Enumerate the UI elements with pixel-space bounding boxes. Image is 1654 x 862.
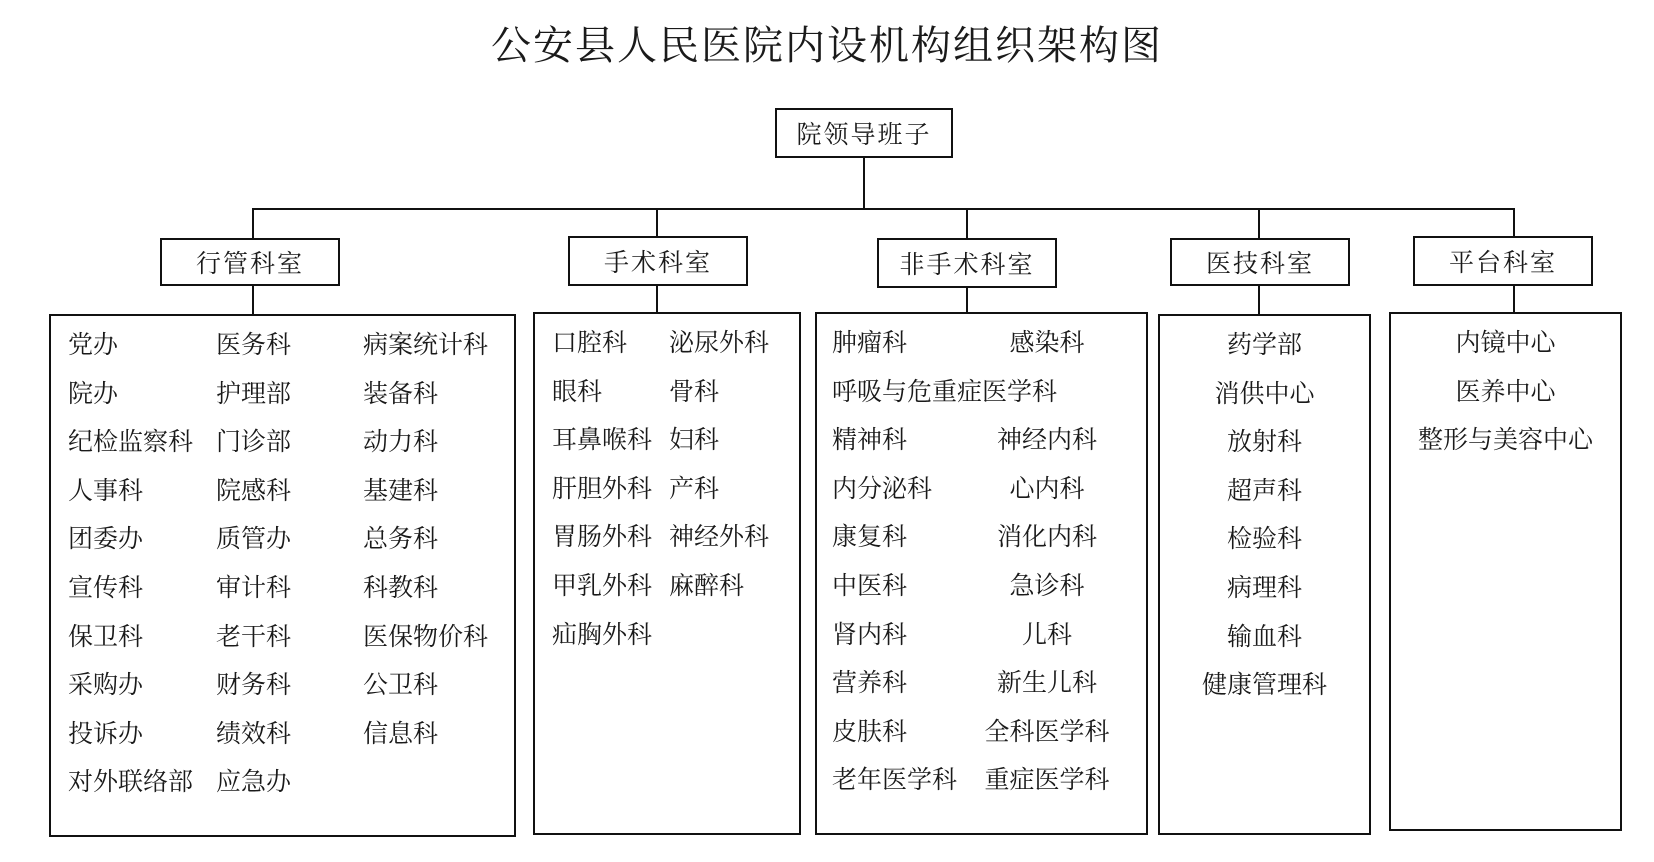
- department-item: 采购办: [68, 670, 144, 700]
- department-item: 科教科: [363, 573, 439, 602]
- department-item: 医养中心: [1455, 376, 1556, 406]
- department-item: 护理部: [216, 378, 292, 408]
- department-item: 内分泌科: [832, 473, 933, 503]
- root-node-leadership: [775, 108, 953, 158]
- department-item: 审计科: [216, 573, 292, 602]
- department-item: 总务科: [363, 524, 439, 554]
- department-item: 医保物价科: [363, 621, 489, 651]
- department-item: 纪检监察科: [68, 427, 194, 457]
- department-item: 病案统计科: [363, 330, 489, 359]
- department-item: 动力科: [363, 427, 439, 457]
- department-item: 健康管理科: [1201, 670, 1327, 700]
- root-node-label: 院领导班子: [796, 120, 932, 149]
- department-item: 泌尿外科: [669, 328, 770, 357]
- department-item: 老干科: [216, 621, 292, 651]
- department-item: 心内科: [1009, 473, 1085, 503]
- department-item: 质管办: [216, 524, 292, 554]
- department-item: 耳鼻喉科: [552, 425, 653, 455]
- department-item: 检验科: [1226, 524, 1302, 554]
- department-item: 医务科: [216, 330, 292, 359]
- category-label-platform: 平台科室: [1448, 248, 1557, 277]
- department-item: 儿科: [1021, 619, 1072, 649]
- department-item: 放射科: [1226, 427, 1302, 457]
- connector-surgical-panel: [656, 286, 658, 314]
- department-item: 呼吸与危重症医学科: [832, 376, 1058, 406]
- department-item: 神经内科: [996, 425, 1097, 455]
- department-item: 整形与美容中心: [1417, 425, 1593, 455]
- department-item: 消供中心: [1214, 378, 1315, 408]
- department-item: 装备科: [363, 378, 439, 408]
- panel-admin-departments: [49, 314, 516, 837]
- category-node-medtech: [1170, 238, 1350, 286]
- department-item: 院感科: [216, 475, 292, 505]
- department-item: 信息科: [363, 718, 439, 748]
- department-item: 疝胸外科: [552, 619, 653, 649]
- department-item: 急诊科: [1009, 571, 1085, 600]
- department-item: 病理科: [1226, 573, 1302, 602]
- department-item: 神经外科: [669, 522, 770, 552]
- department-item: 团委办: [68, 524, 144, 554]
- department-item: 财务科: [216, 670, 292, 700]
- category-node-nonsurgical: [877, 238, 1057, 288]
- department-item: 党办: [68, 330, 119, 359]
- department-item: 感染科: [1009, 328, 1085, 357]
- department-item: 药学部: [1226, 330, 1302, 359]
- connector-medtech-panel: [1258, 286, 1260, 316]
- department-item: 新生儿科: [996, 668, 1097, 698]
- department-item: 应急办: [216, 767, 292, 797]
- department-item: 基建科: [363, 475, 439, 505]
- connector-root-down: [863, 158, 865, 210]
- department-item: 输血科: [1226, 621, 1302, 651]
- department-item: 消化内科: [996, 522, 1097, 552]
- category-node-surgical: [568, 236, 748, 286]
- department-item: 麻醉科: [669, 571, 745, 600]
- department-item: 产科: [669, 473, 720, 503]
- connector-admin-panel: [252, 286, 254, 316]
- department-item: 门诊部: [216, 427, 292, 457]
- department-item: 全科医学科: [984, 716, 1110, 746]
- department-item: 院办: [68, 378, 119, 408]
- connector-platform-panel: [1513, 286, 1515, 314]
- department-item: 人事科: [68, 475, 144, 505]
- department-item: 肝胆外科: [552, 473, 653, 503]
- category-node-platform: [1413, 236, 1593, 286]
- department-item: 保卫科: [68, 621, 144, 651]
- department-item: 绩效科: [216, 718, 292, 748]
- connector-drop-surgical: [656, 208, 658, 238]
- panel-nonsurgical-departments: [815, 312, 1148, 835]
- department-item: 公卫科: [363, 670, 439, 700]
- department-item: 投诉办: [68, 718, 144, 748]
- connector-horizontal-bus: [252, 208, 1515, 210]
- panel-surgical-departments: [533, 312, 801, 835]
- department-item: 内镜中心: [1455, 328, 1556, 357]
- department-item: 甲乳外科: [552, 571, 653, 600]
- department-item: 营养科: [832, 668, 908, 698]
- connector-drop-platform: [1513, 208, 1515, 238]
- chart-title: 公安县人民医院内设机构组织架构图: [491, 23, 1163, 69]
- department-item: 眼科: [552, 376, 603, 406]
- connector-drop-medtech: [1258, 208, 1260, 238]
- department-item: 康复科: [832, 522, 908, 552]
- department-item: 肾内科: [832, 619, 908, 649]
- category-label-surgical: 手术科室: [603, 248, 712, 277]
- panel-medtech-departments: [1158, 314, 1371, 835]
- category-label-nonsurgical: 非手术科室: [899, 250, 1035, 279]
- department-item: 中医科: [832, 571, 908, 600]
- category-label-admin: 行管科室: [195, 249, 304, 278]
- category-label-medtech: 医技科室: [1205, 249, 1314, 278]
- department-item: 超声科: [1226, 475, 1302, 505]
- department-item: 骨科: [669, 376, 720, 406]
- connector-drop-admin: [252, 208, 254, 238]
- department-item: 皮肤科: [832, 716, 908, 746]
- connector-drop-nonsurgical: [966, 208, 968, 238]
- department-item: 宣传科: [68, 573, 144, 602]
- connector-nonsurgical-panel: [966, 286, 968, 314]
- department-item: 对外联络部: [68, 767, 194, 797]
- department-item: 重症医学科: [984, 765, 1110, 795]
- department-item: 肿瘤科: [832, 328, 908, 357]
- department-item: 口腔科: [552, 328, 628, 357]
- panel-platform-departments: [1389, 312, 1622, 831]
- department-item: 胃肠外科: [552, 522, 653, 552]
- department-item: 精神科: [832, 425, 908, 455]
- category-node-admin: [160, 238, 340, 286]
- department-item: 妇科: [669, 425, 720, 455]
- department-item: 老年医学科: [832, 765, 958, 795]
